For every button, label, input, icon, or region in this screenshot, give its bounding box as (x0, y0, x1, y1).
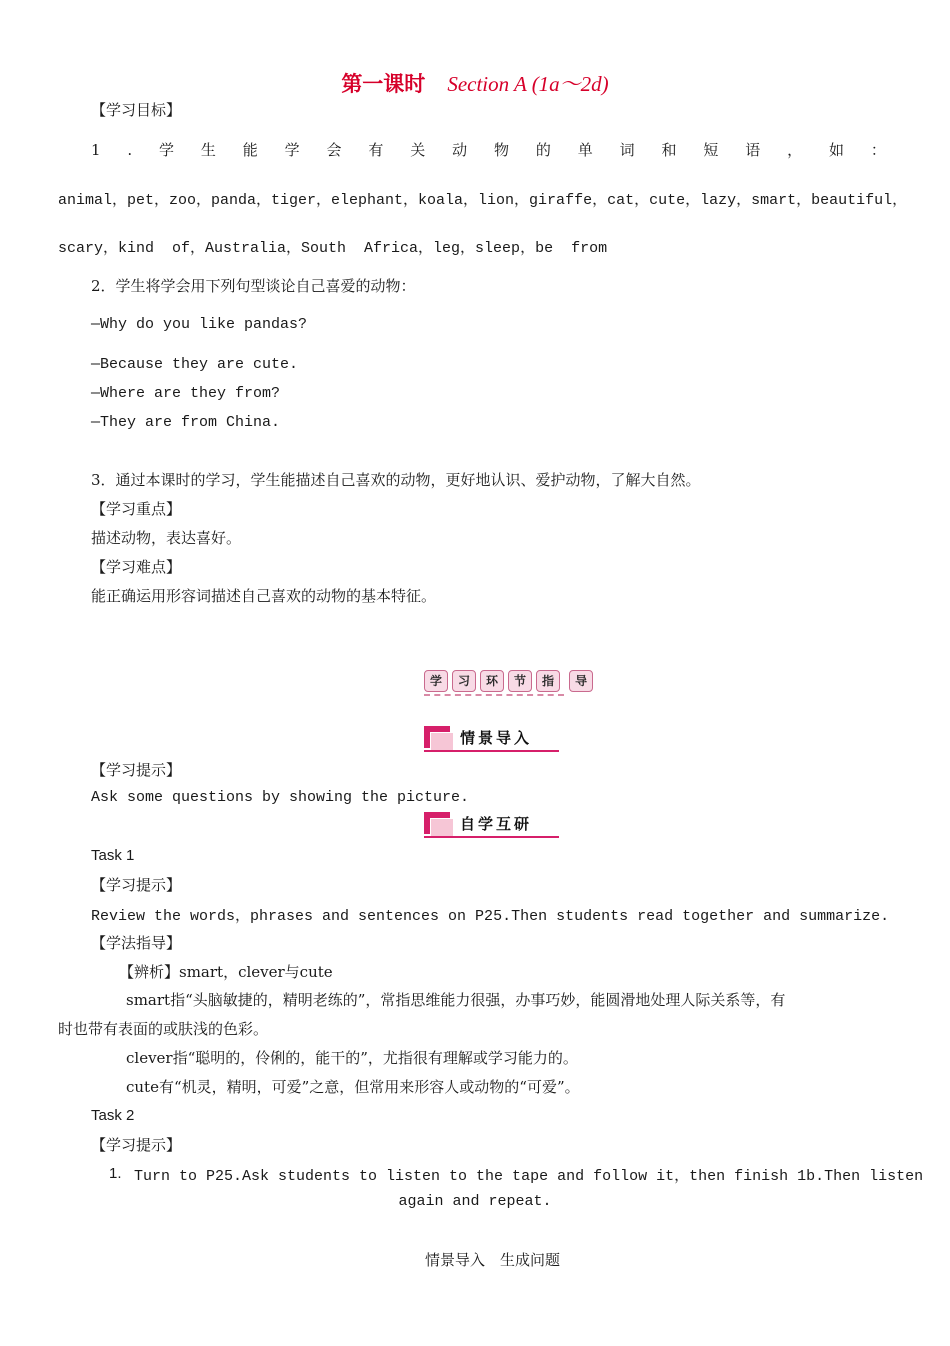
objective-1-char: 能 (242, 141, 258, 159)
objective-1-char: 词 (619, 141, 635, 159)
banner-char: 导 (569, 670, 593, 692)
banner-char: 指 (536, 670, 560, 692)
cute-explanation: cute有“机灵，精明，可爱”之意，但常用来形容人或动物的“可爱”。 (126, 1078, 580, 1096)
footer-caption: 情景导入 生成问题 (424, 1251, 560, 1269)
analysis-line (119, 962, 333, 982)
objective-1-char: 关 (410, 141, 426, 159)
objective-1-char: 学 (284, 141, 300, 159)
section1-hint-heading: 【学习提示】 (91, 761, 182, 779)
dialogue-line-3: —Where are they from? (91, 385, 281, 402)
objective-1-char: 单 (577, 141, 593, 159)
objective-1-word-list: animal，pet，zoo，panda，tiger，elephant，koala，lion，giraffe，cat，cute，lazy，smart，beautiful， (58, 192, 908, 209)
analysis-label: 【辨析】 (119, 963, 180, 981)
dialogue-line-1: —Why do you like pandas? (91, 316, 308, 333)
banner-char: 习 (452, 670, 476, 692)
objective-1-char: 如 (829, 141, 845, 159)
objective-1-char: 动 (452, 141, 468, 159)
objective-1-char: 学 (159, 141, 175, 159)
task-2-heading: Task 2 (91, 1107, 135, 1124)
tag-square-inner (430, 732, 454, 752)
objective-1-phrase-list: scary，kind of，Australia，South Africa，leg，sleep，be from (58, 240, 608, 257)
difficulties-text: 能正确运用形容词描述自己喜欢的动物的基本特征。 (91, 587, 437, 605)
banner-char: 学 (424, 670, 448, 692)
objective-1-char: 生 (200, 141, 216, 159)
key-points-heading: 【学习重点】 (91, 500, 182, 518)
task-1-hint-heading: 【学习提示】 (91, 876, 182, 894)
banner-char: 环 (480, 670, 504, 692)
objective-1-char: 物 (494, 141, 510, 159)
tag-underline (424, 750, 559, 752)
objective-1-char: 有 (368, 141, 384, 159)
objective-2: 2．学生将学会用下列句型谈论自己喜爱的动物： (91, 277, 416, 295)
lesson-number: 第一课时 (341, 71, 426, 96)
tag-scenario-intro (424, 724, 559, 752)
objective-1-char: ， (787, 141, 803, 159)
task-2-hint-heading: 【学习提示】 (91, 1136, 182, 1154)
objective-1-line1 (91, 140, 886, 160)
step-1-line2: again and repeat. (398, 1193, 552, 1210)
step-1-number: 1. (109, 1165, 122, 1182)
study-guide-banner (424, 670, 588, 696)
objective-1-char: 短 (703, 141, 719, 159)
lesson-title (0, 68, 950, 98)
tag-square-inner (430, 818, 454, 838)
step-1-line1: Turn to P25.Ask students to listen to the tape and follow it，then finish 1b.Then listen (134, 1168, 924, 1185)
objective-1-char: 的 (535, 141, 551, 159)
difficulties-heading: 【学习难点】 (91, 558, 182, 576)
dialogue-line-4: —They are from China. (91, 414, 281, 431)
clever-explanation: clever指“聪明的，伶俐的，能干的”，尤指很有理解或学习能力的。 (126, 1049, 578, 1067)
objective-1-char: . (127, 141, 133, 159)
section-name: Section A (1a～2d) (447, 72, 609, 96)
task-1-hint-text: Review the words，phrases and sentences on P25.Then students read together and summarize. (91, 908, 890, 925)
banner-underline (424, 694, 564, 696)
dialogue-line-2: —Because they are cute. (91, 356, 299, 373)
tag-label: 自学互研 (460, 815, 533, 833)
objective-1-char: 1 (91, 141, 101, 159)
objective-1-char: 语 (745, 141, 761, 159)
method-heading: 【学法指导】 (91, 934, 182, 952)
tag-self-study (424, 810, 559, 838)
section1-hint-text: Ask some questions by showing the picture. (91, 789, 470, 806)
objective-1-char: 和 (661, 141, 677, 159)
banner-char: 节 (508, 670, 532, 692)
task-1-heading: Task 1 (91, 847, 135, 864)
objectives-heading: 【学习目标】 (91, 101, 182, 119)
objective-1-char: 会 (326, 141, 342, 159)
tag-label: 情景导入 (460, 729, 533, 747)
key-points-text: 描述动物，表达喜好。 (91, 529, 242, 547)
tag-underline (424, 836, 559, 838)
analysis-words: smart，clever与cute (179, 963, 333, 981)
objective-3: 3．通过本课时的学习，学生能描述自己喜欢的动物，更好地认识、爱护动物，了解大自然。 (91, 471, 701, 489)
smart-explanation-line1: smart指“头脑敏捷的，精明老练的”，常指思维能力很强，办事巧妙，能圆滑地处理人际关系等，有 (126, 991, 786, 1009)
smart-explanation-line2: 时也带有表面的或肤浅的色彩。 (58, 1020, 269, 1038)
objective-1-char: ： (870, 141, 886, 159)
